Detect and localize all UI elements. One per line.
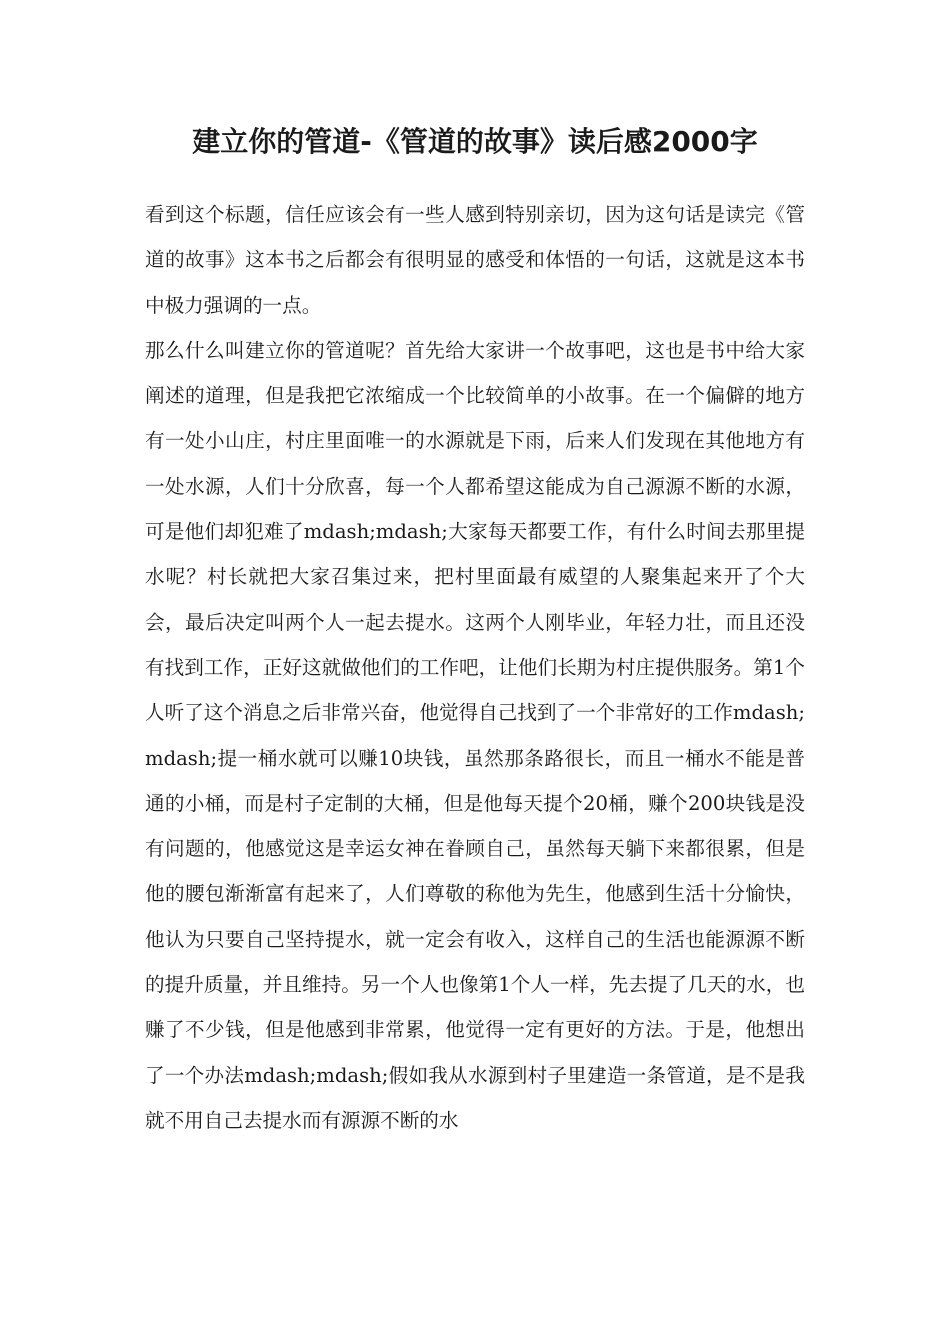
document-page xyxy=(145,112,805,1143)
paragraph-1: 看到这个标题，信任应该会有一些人感到特别亲切，因为这句话是读完《管道的故事》这本书之后都会有很明显的感受和体悟的一句话，这就是这本书中极力强调的一点。 xyxy=(145,203,805,317)
document-body xyxy=(145,192,805,1143)
paragraph-2: 那么什么叫建立你的管道呢？首先给大家讲一个故事吧，这也是书中给大家阐述的道理，但是我把它浓缩成一个比较简单的小故事。在一个偏僻的地方有一处小山庄，村庄里面唯一的水源就是下雨，后来人们发现在其他地方有一处水源，人们十分欣喜，每一个人都希望这能成为自己源源不断的水源，可是他们却犯难了mdash;mdash;大家每天都要工作，有什么时间去那里提水呢？村长就把大家召集过来，把村里面最有威望的人聚集起来开了个大会，最后决定叫两个人一起去提水。这两个人刚毕业，年轻力壮，而且还没有找到工作，正好这就做他们的工作吧，让他们长期为村庄提供服务。第1个人听了这个消息之后非常兴奋，他觉得自己找到了一个非常好的工作mdash;mdash;提一桶水就可以赚10块钱，虽然那条路很长，而且一桶水不能是普通的小桶，而是村子定制的大桶，但是他每天提个20桶，赚个200块钱是没有问题的，他感觉这是幸运女神在眷顾自己，虽然每天躺下来都很累，但是他的腰包渐渐富有起来了，人们尊敬的称他为先生，他感到生活十分愉快，他认为只要自己坚持提水，就一定会有收入，这样自己的生活也能源源不断的提升质量，并且维持。另一个人也像第1个人一样，先去提了几天的水，也赚了不少钱，但是他感到非常累，他觉得一定有更好的方法。于是，他想出了一个办法mdash;mdash;假如我从水源到村子里建造一条管道，是不是我就不用自己去提水而有源源不断的水 xyxy=(145,338,805,1132)
document-title: 建立你的管道-《管道的故事》读后感2000字 xyxy=(192,125,758,158)
